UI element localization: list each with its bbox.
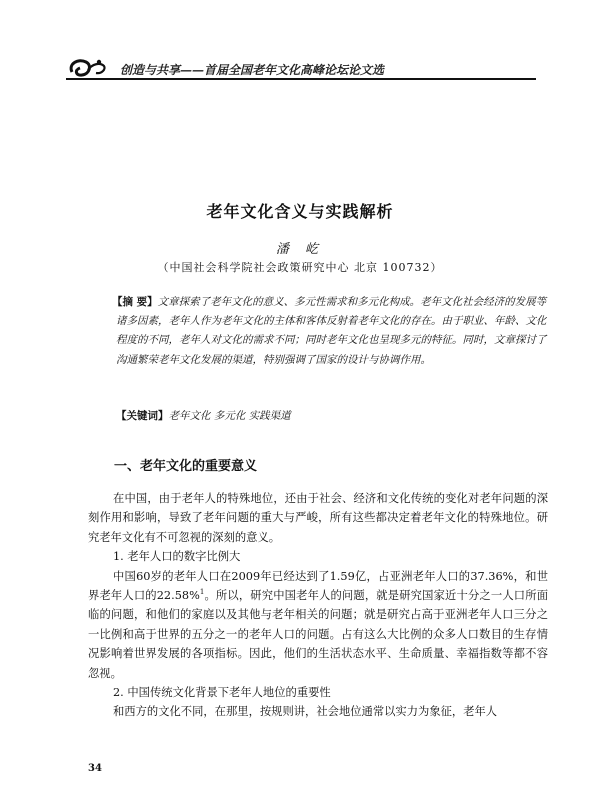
paragraph-3: 和西方的文化不同，在那里，按规则讲，社会地位通常以实力为象征，老年人 — [113, 705, 498, 719]
article-title: 老年文化含义与实践解析 — [206, 202, 394, 221]
paragraph-2-part-a: 中国60岁的老年人口在2009年已经达到了1.59亿，占亚洲老年人口的37.36%，和世界老年人口的22.58% — [88, 569, 548, 603]
footnote-marker: 1 — [199, 588, 205, 597]
paragraph-1: 在中国，由于老年人的特殊地位，还由于社会、经济和文化传统的变化对老年问题的深刻作用和影响，导致了老年问题的重大与严峻，所有这些都决定着老年文化的特殊地位。研究老年文化有不可忽视的深刻的意义。 — [88, 492, 548, 544]
paragraph-2 — [88, 567, 548, 683]
section-body — [88, 489, 548, 722]
page-number: 34 — [88, 763, 102, 774]
subheading-2: 2. 中国传统文化背景下老年人地位的重要性 — [113, 686, 331, 700]
section-heading: 一、老年文化的重要意义 — [114, 459, 258, 474]
paragraph-2-part-b: 。所以，研究中国老年人的问题，就是研究国家近十分之一人口所面临的问题，和他们的家庭以及其他与老年相关的问题；就是研究占高于亚洲老年人口三分之一比例和高于世界的五分之一的老年人口的问题。占有这么大比例的众多人口数目的生存情况影响着世界发展的各项指标。因此，他们的生活状态水平、生命质量、幸福指数等都不容忽视。 — [88, 589, 548, 680]
article-author: 潘 屹 — [275, 242, 325, 257]
publication-logo-icon — [66, 56, 108, 80]
header-divider — [66, 78, 536, 80]
running-header — [66, 56, 536, 82]
author-affiliation: （中国社会科学院社会政策研究中心 北京 100732） — [157, 261, 443, 274]
abstract-label: 【摘 要】 — [112, 296, 158, 308]
keywords-label: 【关键词】 — [116, 410, 169, 422]
abstract-text: 文章探索了老年文化的意义、多元性需求和多元化构成。老年文化社会经济的发展等诸多因素，老年人作为老年文化的主体和客体反射着老年文化的存在。由于职业、年龄、文化程度的不同，老年人对文化的需求不同；同时老年文化也呈现多元的特征。同时，文章探讨了沟通繁荣老年文化发展的渠道，特别强调了国家的设计与协调作用。 — [116, 296, 547, 366]
keywords — [116, 407, 548, 426]
series-title: 创造与共享——首届全国老年文化高峰论坛论文选 — [120, 63, 385, 77]
abstract — [112, 293, 548, 370]
subheading-1: 1. 老年人口的数字比例大 — [113, 550, 241, 564]
keywords-text: 老年文化 多元化 实践渠道 — [168, 410, 291, 422]
